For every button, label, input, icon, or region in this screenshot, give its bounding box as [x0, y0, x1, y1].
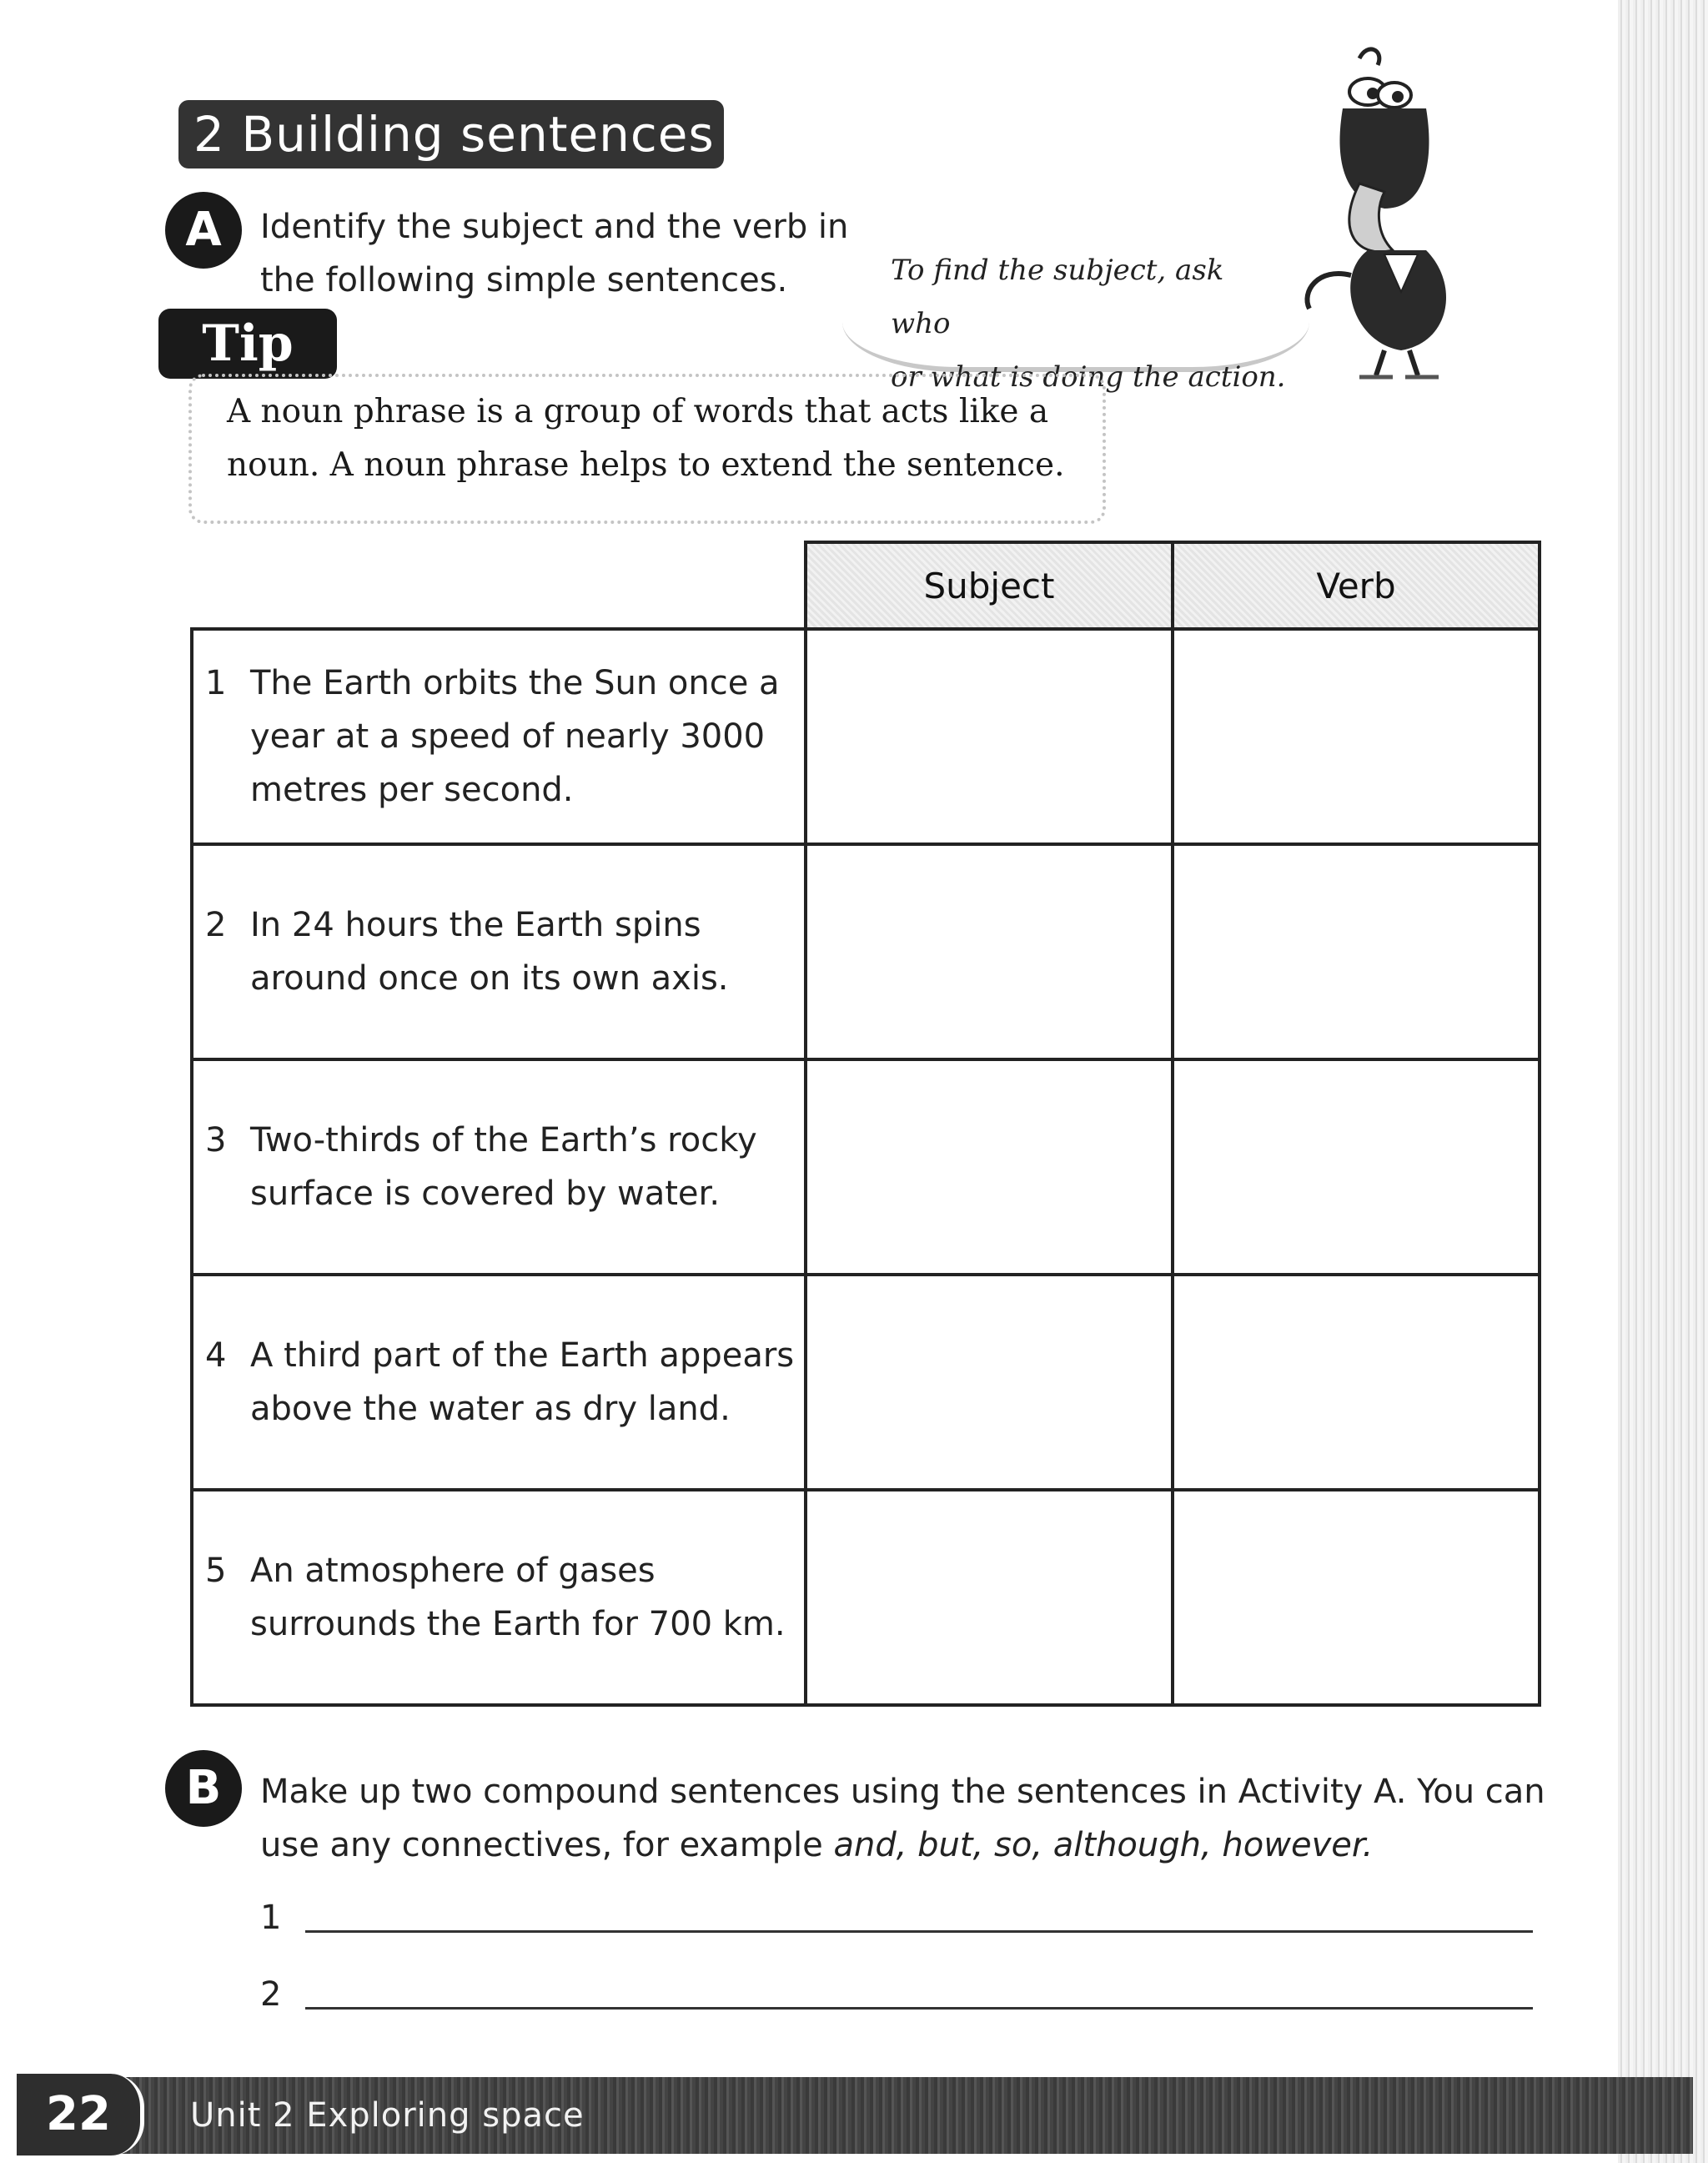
table-row	[192, 844, 1540, 1059]
activity-b-instruction-line1: Make up two compound sentences using the sentences in Activity A. You can	[260, 1773, 1545, 1811]
tip-line2: noun. A noun phrase helps to extend the sentence.	[227, 446, 1065, 484]
question-number: 5	[205, 1552, 227, 1590]
question-text: In 24 hours the Earth spins around once on its own axis.	[250, 906, 729, 998]
verb-answer-cell-3[interactable]	[1173, 1059, 1540, 1275]
question-number: 4	[205, 1336, 227, 1375]
table-row	[192, 1490, 1540, 1705]
verb-answer-cell-1[interactable]	[1173, 629, 1540, 844]
verb-answer-cell-5[interactable]	[1173, 1490, 1540, 1705]
table-row	[192, 1275, 1540, 1490]
question-cell-2	[192, 844, 806, 1059]
question-number: 1	[205, 664, 227, 702]
answer-line-number-2: 2	[260, 1975, 282, 2014]
question-text: Two-thirds of the Earth’s rocky surface is covered by water.	[250, 1121, 757, 1213]
answer-line-1[interactable]	[305, 1930, 1533, 1933]
question-cell-1	[192, 629, 806, 844]
tip-line1: A noun phrase is a group of words that acts like a	[227, 393, 1049, 430]
page-number: 22	[17, 2074, 144, 2155]
speech-bubble-line1: To find the subject, ask who	[891, 254, 1224, 340]
subject-answer-cell-4[interactable]	[806, 1275, 1173, 1490]
header-subject: Subject	[806, 542, 1173, 629]
speech-bubble-line2: or what is doing the action.	[891, 360, 1286, 394]
subject-answer-cell-5[interactable]	[806, 1490, 1173, 1705]
question-text: The Earth orbits the Sun once a year at a speed of nearly 3000 metres per second.	[250, 664, 780, 809]
activity-b-instruction-line2	[260, 1818, 1373, 1872]
activity-a-instruction-line1: Identify the subject and the verb in	[260, 208, 849, 246]
question-number: 3	[205, 1121, 227, 1159]
subject-answer-cell-3[interactable]	[806, 1059, 1173, 1275]
activity-b-badge: B	[165, 1750, 242, 1827]
activity-a-instruction-line2: the following simple sentences.	[260, 261, 788, 299]
question-text: A third part of the Earth appears above the water as dry land.	[250, 1336, 795, 1428]
subject-answer-cell-1[interactable]	[806, 629, 1173, 844]
section-title: 2 Building sentences	[178, 100, 724, 169]
subject-verb-table	[190, 541, 1541, 1707]
question-cell-5	[192, 1490, 806, 1705]
answer-line-number-1: 1	[260, 1899, 282, 1937]
activity-a-badge: A	[165, 192, 242, 269]
activity-b-connectives: and, but, so, although, however.	[833, 1826, 1374, 1864]
table-corner-empty	[192, 542, 806, 629]
verb-answer-cell-4[interactable]	[1173, 1275, 1540, 1490]
subject-answer-cell-2[interactable]	[806, 844, 1173, 1059]
tip-text	[227, 385, 1094, 492]
answer-line-2[interactable]	[305, 2007, 1533, 2010]
unit-label: Unit 2 Exploring space	[190, 2096, 585, 2135]
header-verb: Verb	[1173, 542, 1540, 629]
bird-mascot-icon	[1301, 42, 1468, 384]
question-cell-3	[192, 1059, 806, 1275]
table-row	[192, 629, 1540, 844]
question-cell-4	[192, 1275, 806, 1490]
table-row	[192, 1059, 1540, 1275]
activity-b-instruction-plain: use any connectives, for example	[260, 1826, 834, 1864]
page-edge-shading	[1618, 0, 1708, 2163]
question-text: An atmosphere of gases surrounds the Earth for 700 km.	[250, 1552, 786, 1643]
question-number: 2	[205, 906, 227, 944]
verb-answer-cell-2[interactable]	[1173, 844, 1540, 1059]
tip-label: Tip	[158, 309, 337, 379]
